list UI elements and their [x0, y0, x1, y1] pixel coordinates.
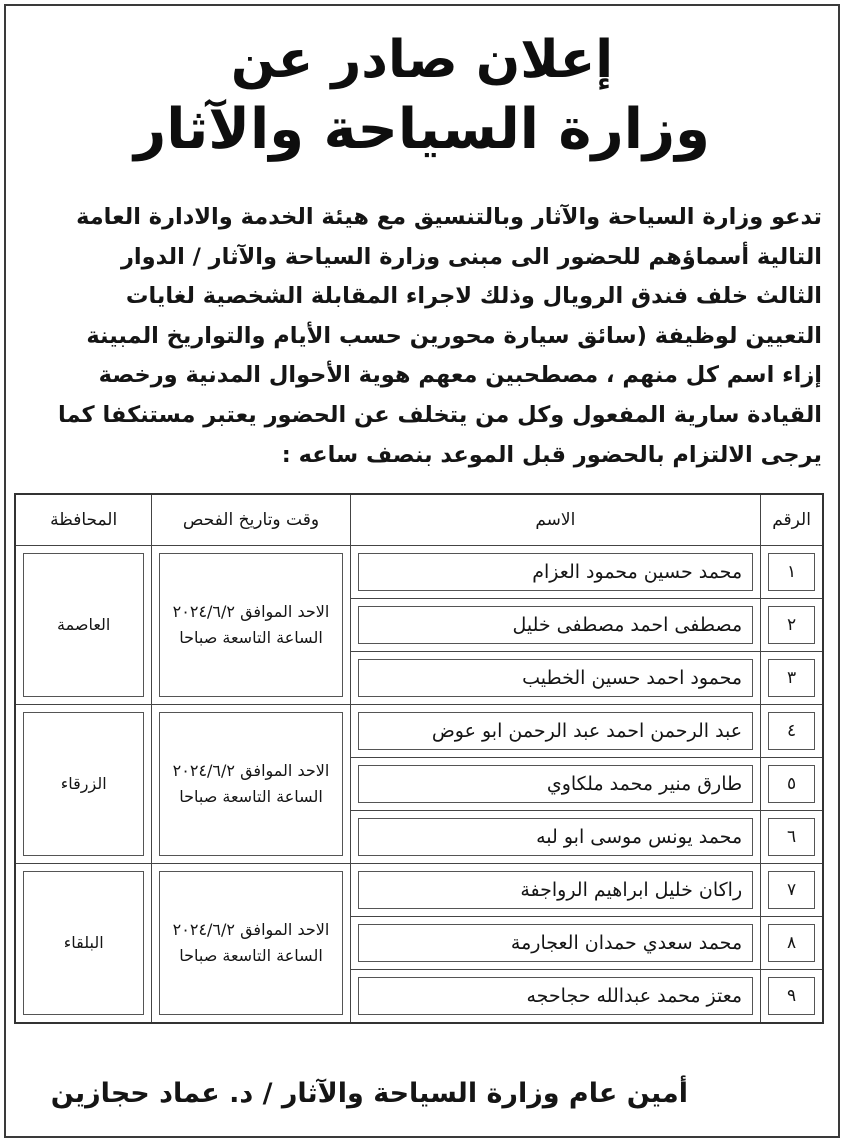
exam-date: الاحد الموافق ٢٠٢٤/٦/٢ — [172, 602, 330, 621]
row-number: ٦ — [768, 818, 815, 856]
exam-time — [159, 871, 342, 1015]
exam-hour: الساعة التاسعة صباحا — [179, 628, 323, 647]
row-number: ٧ — [768, 871, 815, 909]
row-name: عبد الرحمن احمد عبد الرحمن ابو عوض — [358, 712, 754, 750]
row-number: ٤ — [768, 712, 815, 750]
body-line: القيادة سارية المفعول وكل من يتخلف عن الحضور يعتبر مستنكفا كما — [58, 401, 822, 428]
governorate: البلقاء — [23, 871, 144, 1015]
row-name: راكان خليل ابراهيم الرواجفة — [358, 871, 754, 909]
row-name: طارق منير محمد ملكاوي — [358, 765, 754, 803]
governorate: الزرقاء — [23, 712, 144, 856]
header-number: الرقم — [761, 494, 823, 546]
title-line-2: وزارة السياحة والآثار — [134, 97, 710, 162]
table-row — [15, 864, 823, 917]
exam-date: الاحد الموافق ٢٠٢٤/٦/٢ — [172, 920, 330, 939]
header-governorate: المحافظة — [15, 494, 152, 546]
body-line: الثالث خلف فندق الرويال وذلك لاجراء المقابلة الشخصية لغايات — [125, 283, 822, 310]
row-number: ٢ — [768, 606, 815, 644]
announcement-body — [12, 198, 822, 475]
row-name: محمود احمد حسين الخطيب — [358, 659, 754, 697]
row-number: ٨ — [768, 924, 815, 962]
row-name: محمد سعدي حمدان العجارمة — [358, 924, 754, 962]
body-line: إزاء اسم كل منهم ، مصطحبين معهم هوية الأحوال المدنية ورخصة — [98, 362, 822, 389]
row-number: ١ — [768, 553, 815, 591]
row-name: مصطفى احمد مصطفى خليل — [358, 606, 754, 644]
exam-date: الاحد الموافق ٢٠٢٤/٦/٢ — [172, 761, 330, 780]
exam-time — [159, 553, 342, 697]
body-line: يرجى الالتزام بالحضور قبل الموعد بنصف ساعه : — [281, 441, 822, 468]
announcement-frame — [4, 4, 840, 1138]
row-name: محمد حسين محمود العزام — [358, 553, 754, 591]
title-line-1: إعلان صادر عن — [230, 30, 614, 90]
candidates-table — [14, 493, 824, 1024]
body-line: التعيين لوظيفة (سائق سيارة محورين حسب الأيام والتواريخ المبينة — [86, 322, 822, 349]
body-line: تدعو وزارة السياحة والآثار وبالتنسيق مع هيئة الخدمة والادارة العامة — [76, 204, 822, 230]
body-line: التالية أسماؤهم للحضور الى مبنى وزارة السياحة والآثار / الدوار — [120, 243, 822, 270]
table-row — [15, 546, 823, 599]
exam-hour: الساعة التاسعة صباحا — [179, 787, 323, 806]
signature: أمين عام وزارة السياحة والآثار / د. عماد حجازين — [50, 1078, 688, 1109]
row-number: ٣ — [768, 659, 815, 697]
header-time: وقت وتاريخ الفحص — [152, 494, 350, 546]
governorate: العاصمة — [23, 553, 144, 697]
table-row — [15, 705, 823, 758]
row-name: محمد يونس موسى ابو لبه — [358, 818, 754, 856]
row-number: ٥ — [768, 765, 815, 803]
table-header-row — [15, 494, 823, 546]
header-name: الاسم — [350, 494, 761, 546]
row-name: معتز محمد عبدالله حجاحجه — [358, 977, 754, 1015]
row-number: ٩ — [768, 977, 815, 1015]
exam-hour: الساعة التاسعة صباحا — [179, 946, 323, 965]
exam-time — [159, 712, 342, 856]
